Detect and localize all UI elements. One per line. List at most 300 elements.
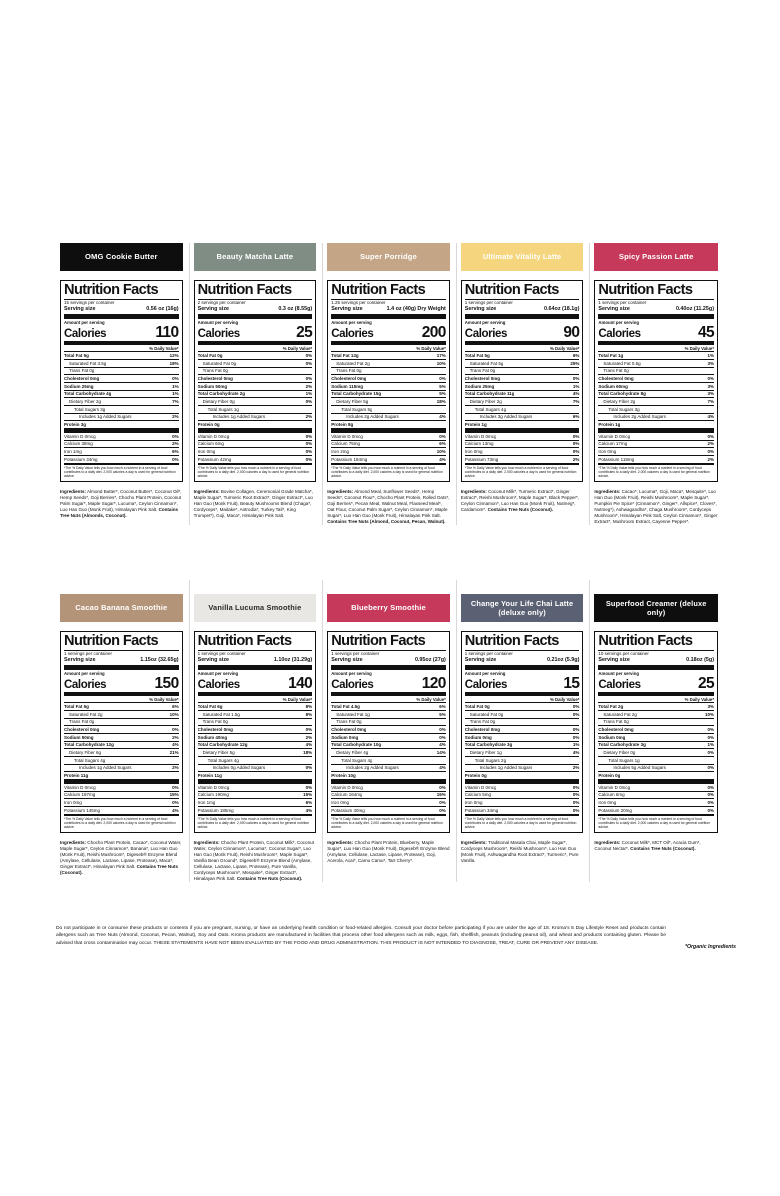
nutrient-name: Sodium 60mg — [598, 383, 628, 389]
ingredients-text — [461, 489, 584, 513]
nutrient-name: Protein 8g — [331, 422, 354, 428]
nutrition-facts-panel — [461, 631, 584, 833]
micronutrient-dv: 0% — [572, 433, 580, 439]
nutrition-facts-title: Nutrition Facts — [331, 282, 426, 298]
micronutrient-name: Vitamin D 0mcg — [331, 784, 363, 790]
micronutrient-row — [198, 791, 313, 799]
product-title-banner — [194, 243, 317, 271]
nutrient-name: Sodium 0mg — [598, 734, 626, 740]
ingredients-text — [594, 840, 718, 852]
micronutrient-row — [465, 784, 580, 791]
nutrient-row — [598, 725, 714, 733]
nutrient-name: Total Sugars 1g — [608, 757, 640, 763]
servings-per-container: 1 servings per container — [598, 300, 647, 306]
nutrient-name: Saturated Fat 1g — [336, 711, 370, 717]
nutrient-dv: 10% — [169, 711, 179, 717]
servings-per-container: 10 servings per container — [598, 651, 649, 657]
daily-value-header: % Daily Value* — [550, 345, 580, 351]
nutrient-row — [198, 413, 313, 421]
allergen-statement: Contains Tree Nuts (Almond, Coconut, Pecan, Walnut). — [327, 519, 446, 525]
servings-per-container: 1 servings per container — [464, 651, 513, 657]
daily-value-header: % Daily Value* — [282, 345, 313, 351]
micronutrient-name: Calcium 190mg — [197, 792, 229, 798]
nutrient-name: Cholesterol 0mg — [331, 727, 367, 733]
nutrient-row — [64, 733, 179, 741]
micronutrient-name: Iron 0mg — [331, 800, 349, 806]
nutrient-name: Total Carbohydrate 3g — [464, 742, 513, 748]
daily-value-footnote: *The % Daily Value tells you how much a nutrient in a serving of food contributes to a daily diet. 2,000 calories a day is used for general nutrition advice. — [64, 814, 179, 830]
nutrient-row — [598, 405, 714, 413]
micronutrient-name: Vitamin D 0mcg — [64, 433, 96, 439]
calories-label: Calories — [464, 678, 507, 691]
micronutrient-dv: 15% — [169, 792, 179, 798]
nutrient-name: Sodium 0mg — [464, 734, 492, 740]
nutrition-facts-panel — [594, 280, 718, 482]
allergen-statement: Contains Tree Nuts (Coconut). — [60, 864, 179, 876]
nutrient-dv: 18% — [303, 750, 313, 756]
nutrient-row — [331, 390, 446, 398]
nutrient-name: Total Fat 6g — [197, 704, 223, 710]
ingredients-label: Ingredients: — [594, 489, 621, 495]
micronutrient-row — [598, 455, 714, 463]
serving-size-label: Serving size — [64, 306, 96, 313]
product-title-banner — [60, 243, 183, 271]
micronutrient-dv: 0% — [572, 807, 580, 813]
micronutrient-name: Calcium 6mg — [598, 792, 625, 798]
micronutrient-name: Potassium 184mg — [331, 456, 368, 462]
nutrient-name: Dietary Fiber 2g — [469, 399, 502, 405]
nutrition-facts-title: Nutrition Facts — [64, 282, 158, 298]
micronutrient-row — [64, 433, 179, 440]
nutrient-name: Cholesterol 0mg — [64, 727, 100, 733]
ingredients-body: Cacao*, Lucuma*, Goji, Maca*, Mesquite*, Luo Han Guo (Monk Fruit), Reishi Mushroom*, Maple Sugar*, Pumpkin Pie Spice* (Cinnamon*, Ginger*, Allspice*, Cloves*, Nutmeg*), Ashwagandha*, Chaga Mushroom*, Cordyceps Mushroom*, Himalayan Pink Salt, Ceylon Cinnamon*, Ginger Extract*, Mushroom Extract, Cayenne Pepper*. — [594, 489, 718, 525]
nutrient-row — [331, 359, 446, 367]
ingredients-body: Bovine Collagen, Ceremonial Grade Matcha*, Maple Sugar*, Turmeric Root Extract*, Ginger Extract*, Luo Han Guo (Monk Fruit), Beauty Mushrooms Blend (Chaga*, Cordyceps*, Maitake*, Antrodia*, Turkey Tail*, King Trumpet*), Goji, Maca*, Himalayan Pink Salt. — [193, 489, 313, 519]
product-grid-row-1 — [56, 243, 724, 525]
nutrient-dv: 1% — [572, 383, 580, 389]
micronutrient-name: Vitamin D 0mcg — [598, 433, 631, 439]
nutrient-dv: 0% — [439, 734, 446, 740]
calories-value: 15 — [563, 674, 580, 692]
serving-size-row — [64, 306, 179, 313]
calories-row — [465, 325, 580, 342]
nutrient-dv: 4% — [707, 414, 714, 420]
serving-size-row — [598, 306, 714, 313]
daily-value-footnote: *The % Daily Value tells you how much a nutrient in a serving of food contributes to a daily diet. 2,000 calories a day is used for general nutrition advice. — [465, 463, 580, 479]
nutrient-row — [465, 367, 580, 375]
micronutrient-name: Vitamin D 0mcg — [197, 433, 230, 439]
amount-per-serving-label: Amount per serving — [464, 319, 506, 325]
product-card — [323, 243, 457, 525]
micronutrient-row — [64, 440, 179, 448]
product-card — [590, 580, 724, 882]
nutrient-row — [598, 733, 714, 741]
amount-per-serving-label: Amount per serving — [197, 319, 239, 325]
micronutrient-row — [331, 433, 446, 440]
nutrient-name: Total Sugars 4g — [74, 757, 106, 763]
nutrient-row — [64, 374, 179, 382]
nutrition-facts-panel — [461, 280, 584, 482]
serving-size-value: 0.3 oz (8.55g) — [278, 306, 313, 313]
nutrient-dv: 4% — [439, 765, 446, 771]
nutrient-dv: 18% — [169, 360, 179, 366]
nutrient-row — [198, 710, 313, 718]
nutrient-dv: 0% — [305, 727, 313, 733]
nutrient-row — [465, 405, 580, 413]
micronutrient-dv: 6% — [305, 800, 313, 806]
micronutrient-dv: 0% — [707, 807, 714, 813]
nutrient-row — [64, 382, 179, 390]
nutrition-facts-title: Nutrition Facts — [64, 633, 158, 649]
nutrient-name: Cholesterol 0mg — [598, 376, 634, 382]
product-name: OMG Cookie Butter — [85, 252, 158, 262]
nutrient-name: Cholesterol 0mg — [464, 376, 501, 382]
micronutrient-name: Iron 0mg — [598, 800, 617, 806]
servings-per-container: 1 servings per container — [197, 651, 246, 657]
micronutrient-row — [331, 798, 446, 806]
nutrient-dv: 1% — [172, 383, 179, 389]
micronutrient-name: Vitamin D 0mcg — [64, 784, 96, 790]
product-card — [590, 243, 724, 525]
nutrient-dv: 14% — [436, 750, 446, 756]
nutrient-dv: 0% — [572, 734, 580, 740]
nutrient-name: Cholesterol 0mg — [331, 376, 367, 382]
micronutrient-row — [331, 791, 446, 799]
micronutrient-row — [331, 806, 446, 814]
nutrient-row — [465, 390, 580, 398]
daily-value-header: % Daily Value* — [684, 345, 714, 351]
nutrient-name: Saturated Fat 1.5g — [202, 711, 240, 717]
daily-value-footnote: *The % Daily Value tells you how much a nutrient in a serving of food contributes to a daily diet. 2,000 calories a day is used for general nutrition advice. — [598, 814, 714, 830]
micronutrient-row — [598, 433, 714, 440]
nutrient-name: Total Fat 0g — [464, 704, 490, 710]
micronutrient-row — [598, 784, 714, 791]
nutrient-dv: 0% — [707, 750, 714, 756]
micronutrient-row — [331, 784, 446, 791]
micronutrient-row — [64, 806, 179, 814]
nutrient-name: Total Fat 1g — [598, 353, 624, 359]
nutrient-dv: 6% — [572, 353, 580, 359]
nutrient-name: Total Carbohydrate 3g — [598, 742, 646, 748]
micronutrient-row — [598, 791, 714, 799]
ingredients-label: Ingredients: — [60, 840, 87, 846]
nutrient-name: Cholesterol 0mg — [598, 727, 634, 733]
nutrient-name: Includes 0g Added Sugars — [212, 765, 266, 771]
nutrient-name: Includes 1g Added Sugars — [479, 765, 533, 771]
nutrient-name: Cholesterol 0mg — [197, 376, 233, 382]
nutrition-facts-title: Nutrition Facts — [197, 633, 292, 649]
nutrient-row — [465, 748, 580, 756]
product-title-banner — [194, 594, 317, 622]
nutrient-row — [598, 710, 714, 718]
micronutrient-row — [465, 791, 580, 799]
nutrient-dv: 6% — [572, 414, 580, 420]
product-name: Vanilla Lucuma Smoothie — [208, 603, 302, 613]
micronutrient-dv: 0% — [305, 784, 313, 790]
micronutrient-name: Vitamin D 0mcg — [197, 784, 230, 790]
ingredients-label: Ingredients: — [60, 489, 87, 495]
product-card — [190, 243, 324, 525]
nutrient-name: Trans Fat 0g — [202, 368, 228, 374]
product-name: Cacao Banana Smoothie — [75, 603, 168, 613]
micronutrient-name: Potassium 145mg — [64, 807, 101, 813]
serving-size-label: Serving size — [598, 657, 630, 664]
serving-size-label: Serving size — [464, 306, 497, 313]
nutrient-row — [198, 748, 313, 756]
micronutrient-name: Iron 2mg — [331, 449, 349, 455]
amount-per-serving-label: Amount per serving — [598, 670, 639, 676]
product-name: Beauty Matcha Latte — [216, 252, 294, 262]
nutrient-row — [598, 756, 714, 764]
nutrient-row — [64, 351, 179, 359]
calories-row — [465, 676, 580, 693]
nutrient-row — [598, 764, 714, 772]
calories-label: Calories — [598, 327, 641, 340]
product-title-banner — [594, 594, 718, 622]
nutrient-name: Total Carbohydrate 10g — [331, 742, 382, 748]
nutrient-row — [465, 420, 580, 428]
micronutrient-row — [465, 798, 580, 806]
serving-size-value: 1.4 oz (40g) Dry Weight — [386, 306, 446, 313]
nutrient-dv: 8% — [305, 704, 313, 710]
nutrient-dv: 0% — [439, 727, 446, 733]
ingredients-body: Chocho Plant Protein, Coconut Milk*, Coconut Water, Ceylon Cinnamon*, Lucuma*, Coconut Sugar*, Luo Han Guo (Monk Fruit), Reishi Mushroom*, Maple Sugar*, Vanilla Bean Ground*, Digeseb® Enzyme Blend (Amylase, Cellulase, Lactase, Lipase, Protease), Pure Vanilla, Cordyceps Mushroom*, Mesquite*, Ginger Extract*, Himalayan Pink Salt. — [193, 840, 314, 882]
nutrition-facts-panel — [194, 280, 317, 482]
nutrient-name: Dietary Fiber 1g — [469, 750, 502, 756]
nutrient-dv: 1% — [707, 353, 714, 359]
nutrient-row — [598, 413, 714, 421]
nutrient-dv: 0% — [172, 376, 179, 382]
nutrient-dv: 4% — [572, 750, 580, 756]
nutrient-row — [598, 748, 714, 756]
ingredients-text — [327, 840, 450, 864]
nutrient-name: Sodium 25mg — [64, 383, 94, 389]
nutrient-dv: 0% — [439, 376, 446, 382]
nutrient-row — [198, 771, 313, 779]
nutrient-dv: 2% — [572, 765, 580, 771]
nutrient-name: Total Carbohydrate 12g — [197, 742, 248, 748]
servings-per-container: 15 servings per container — [64, 300, 115, 306]
ingredients-text — [60, 489, 183, 519]
micronutrient-row — [64, 447, 179, 455]
nutrient-dv: 3% — [707, 360, 714, 366]
ingredients-label: Ingredients: — [193, 489, 220, 495]
micronutrient-row — [64, 798, 179, 806]
nutrient-row — [465, 351, 580, 359]
nutrient-dv: 0% — [707, 376, 714, 382]
nutrient-row — [64, 748, 179, 756]
daily-value-footnote: *The % Daily Value tells you how much a nutrient in a serving of food contributes to a daily diet. 2,000 calories a day is used for general nutrition advice. — [598, 463, 714, 479]
nutrition-facts-title: Nutrition Facts — [197, 282, 292, 298]
nutrient-name: Sodium 115mg — [331, 383, 363, 389]
nutrient-row — [465, 710, 580, 718]
servings-per-container: 1 servings per container — [331, 651, 380, 657]
nutrient-dv: 12% — [169, 353, 179, 359]
nutrient-row — [64, 741, 179, 749]
serving-size-value: 0.56 oz (16g) — [146, 306, 179, 313]
nutrient-row — [331, 397, 446, 405]
micronutrient-name: Potassium 73mg — [464, 456, 499, 462]
calories-row — [64, 325, 179, 342]
nutrient-row — [598, 420, 714, 428]
micronutrient-dv: 4% — [172, 807, 179, 813]
nutrient-name: Total Sugars 4g — [341, 757, 373, 763]
nutrition-facts-panel — [327, 631, 450, 833]
micronutrient-name: Iron 0mg — [64, 800, 82, 806]
micronutrient-dv: 2% — [707, 441, 714, 447]
ingredients-label: Ingredients: — [460, 840, 487, 846]
nutrient-dv: 6% — [172, 704, 179, 710]
nutrient-name: Includes 5g Added Sugars — [613, 765, 666, 771]
serving-size-row — [198, 306, 313, 313]
nutrient-dv: 1% — [707, 742, 714, 748]
nutrient-name: Dietary Fiber 4g — [336, 750, 369, 756]
micronutrient-dv: 0% — [172, 784, 179, 790]
daily-value-footnote: *The % Daily Value tells you how much a nutrient in a serving of food contributes to a daily diet. 2,000 calories a day is used for general nutrition advice. — [198, 814, 313, 830]
nutrient-row — [64, 710, 179, 718]
nutrient-row — [64, 413, 179, 421]
nutrient-name: Sodium 25mg — [464, 383, 495, 389]
nutrient-row — [465, 702, 580, 710]
micronutrient-name: Vitamin D 0mcg — [464, 784, 497, 790]
nutrient-dv: 0% — [572, 711, 580, 717]
nutrient-name: Trans Fat 0g — [603, 368, 629, 374]
nutrient-row — [198, 764, 313, 772]
ingredients-body: Chocho Plant Protein, Blueberry, Maple Sugar*, Luo Han Guo (Monk Fruit), Digeseb® Enzyme Blend (Amylase, Cellulase, Lactase, Lipase, Protease), Goji, Acerola, Acai*, Camu Camu*, Tart Cherry*. — [327, 840, 450, 864]
nutrient-dv: 5% — [439, 383, 446, 389]
nutrient-row — [598, 359, 714, 367]
calories-label: Calories — [331, 678, 374, 691]
product-name: Blueberry Smoothie — [351, 603, 426, 613]
nutrient-row — [465, 413, 580, 421]
micronutrient-row — [198, 433, 313, 440]
nutrient-row — [331, 420, 446, 428]
nutrient-name: Cholesterol 0mg — [464, 727, 501, 733]
nutrient-name: Total Carbohydrate 4g — [64, 391, 112, 397]
nutrient-dv: 0% — [707, 765, 714, 771]
nutrient-row — [598, 390, 714, 398]
product-grid-row-2 — [56, 580, 724, 882]
micronutrient-dv: 15% — [303, 792, 313, 798]
ingredients-label: Ingredients: — [193, 840, 220, 846]
nutrient-name: Protein 0g — [598, 773, 621, 779]
product-title-banner — [461, 243, 584, 271]
nutrient-name: Saturated Fat 0g — [202, 360, 237, 366]
micronutrient-dv: 0% — [572, 784, 580, 790]
nutrient-name: Total Sugars 5g — [341, 406, 373, 412]
nutrient-name: Dietary Fiber 5g — [202, 750, 235, 756]
micronutrient-name: Iron 1mg — [64, 449, 82, 455]
nutrient-name: Includes 2g Added Sugars — [346, 414, 399, 420]
serving-size-label: Serving size — [64, 657, 96, 664]
nutrient-name: Trans Fat 0g — [336, 368, 362, 374]
ingredients-body: Chocho Plant Protein, Cacao*, Coconut Water, Maple Sugar*, Ceylon Cinnamon*, Banana*, Luo Han Guo (Monk Fruit), Reishi Mushroom*, Digeseb® Enzyme Blend (Amylase, Cellulase, Lactase, Lipase, Protease), Maca*, Ginger Extract*, Himalayan Pink Salt. — [60, 840, 182, 870]
micronutrient-dv: 0% — [572, 441, 580, 447]
nutrient-name: Total Carbohydrate 15g — [331, 391, 382, 397]
nutrient-name: Total Fat 13g — [331, 353, 359, 359]
nutrient-name: Trans Fat 0g — [469, 719, 496, 725]
nutrient-name: Protein 11g — [197, 773, 222, 779]
nutrient-name: Dietary Fiber 0g — [202, 399, 235, 405]
micronutrient-dv: 0% — [572, 800, 580, 806]
daily-value-header: % Daily Value* — [684, 696, 714, 702]
nutrient-name: Dietary Fiber 6g — [69, 750, 102, 756]
nutrient-row — [64, 702, 179, 710]
ingredients-label: Ingredients: — [327, 840, 354, 846]
micronutrient-name: Calcium 164mg — [331, 792, 363, 798]
calories-value: 25 — [697, 674, 714, 692]
nutrient-row — [598, 771, 714, 779]
nutrient-dv: 3% — [707, 391, 714, 397]
nutrient-name: Protein 10g — [331, 773, 356, 779]
nutrient-dv: 0% — [305, 360, 313, 366]
nutrient-name: Sodium 0mg — [331, 734, 359, 740]
serving-size-row — [331, 657, 446, 664]
nutrient-name: Total Fat 5g — [464, 353, 490, 359]
nutrient-dv: 4% — [305, 742, 313, 748]
micronutrient-name: Vitamin D 0mcg — [331, 433, 363, 439]
calories-value: 45 — [697, 323, 714, 341]
calories-row — [598, 325, 714, 342]
serving-size-value: 0.64oz (18.1g) — [544, 306, 580, 313]
nutrient-row — [198, 374, 313, 382]
nutrient-name: Total Sugars 3g — [608, 406, 640, 412]
product-name: Ultimate Vitality Latte — [482, 252, 562, 262]
nutrient-row — [64, 725, 179, 733]
nutrient-row — [198, 718, 313, 726]
micronutrient-dv: 0% — [305, 441, 313, 447]
micronutrient-dv: 10% — [436, 449, 446, 455]
nutrient-dv: 4% — [439, 742, 446, 748]
serving-size-row — [598, 657, 714, 664]
micronutrient-row — [198, 798, 313, 806]
amount-per-serving-label: Amount per serving — [331, 670, 372, 676]
micronutrient-dv: 6% — [172, 449, 179, 455]
micronutrient-name: Potassium 34mg — [464, 807, 499, 813]
daily-value-header: % Daily Value* — [282, 696, 313, 702]
amount-per-serving-label: Amount per serving — [64, 670, 105, 676]
micronutrient-dv: 6% — [439, 441, 446, 447]
product-card — [56, 580, 190, 882]
nutrient-row — [198, 702, 313, 710]
nutrient-row — [198, 741, 313, 749]
allergen-statement: Contains Tree Nuts (Almonds, Coconut). — [60, 507, 179, 519]
micronutrient-row — [198, 455, 313, 463]
allergen-statement: Contains Tree Nuts (Coconut). — [630, 846, 696, 852]
nutrient-dv: 25% — [570, 360, 580, 366]
nutrient-row — [198, 359, 313, 367]
calories-value: 110 — [155, 323, 179, 341]
nutrient-dv: 4% — [439, 414, 446, 420]
nutrient-row — [465, 756, 580, 764]
nutrient-name: Sodium 40mg — [197, 734, 228, 740]
nutrient-row — [331, 702, 446, 710]
serving-size-label: Serving size — [331, 306, 363, 313]
nutrient-row — [198, 351, 313, 359]
nutrient-row — [331, 748, 446, 756]
micronutrient-name: Iron 0mg — [464, 800, 483, 806]
servings-per-container: 2 servings per container — [197, 300, 246, 306]
nutrient-dv: 10% — [436, 360, 446, 366]
nutrient-name: Includes 1g Added Sugars — [79, 765, 132, 771]
nutrient-name: Dietary Fiber 5g — [336, 399, 369, 405]
nutrient-dv: 1% — [572, 742, 580, 748]
nutrient-row — [64, 390, 179, 398]
micronutrient-row — [465, 806, 580, 814]
legal-disclaimer: Do not participate in or consume these products or contents if you are pregnant, nursing, or have an underlying health condition or food-related allergies. Consult your doctor before participating if you are under the age of 18. Kroma's 5 Day Lifestyle Reset and products contain allergens such as Tree Nuts (Almond, Coconut, Pecan, Walnut), Soy and Oats. Kroma products are manufactured in facilities that process other food allergens such as milk, eggs, fish, shellfish, peanuts (including peanut oil), and wheat and products containing gluten. Please be advised that cross contamination may occur. THESE STATEMENTS HAVE NOT BEEN EVALUATED BY THE FOOD AND DRUG ADMINISTRATION. THIS PRODUCT IS NOT INTENDED TO DIAGNOSE, TREAT, CURE OR PREVENT ANY DISEASE. — [56, 926, 666, 946]
nutrient-dv: 5% — [439, 391, 446, 397]
nutrient-name: Sodium 50mg — [197, 383, 228, 389]
